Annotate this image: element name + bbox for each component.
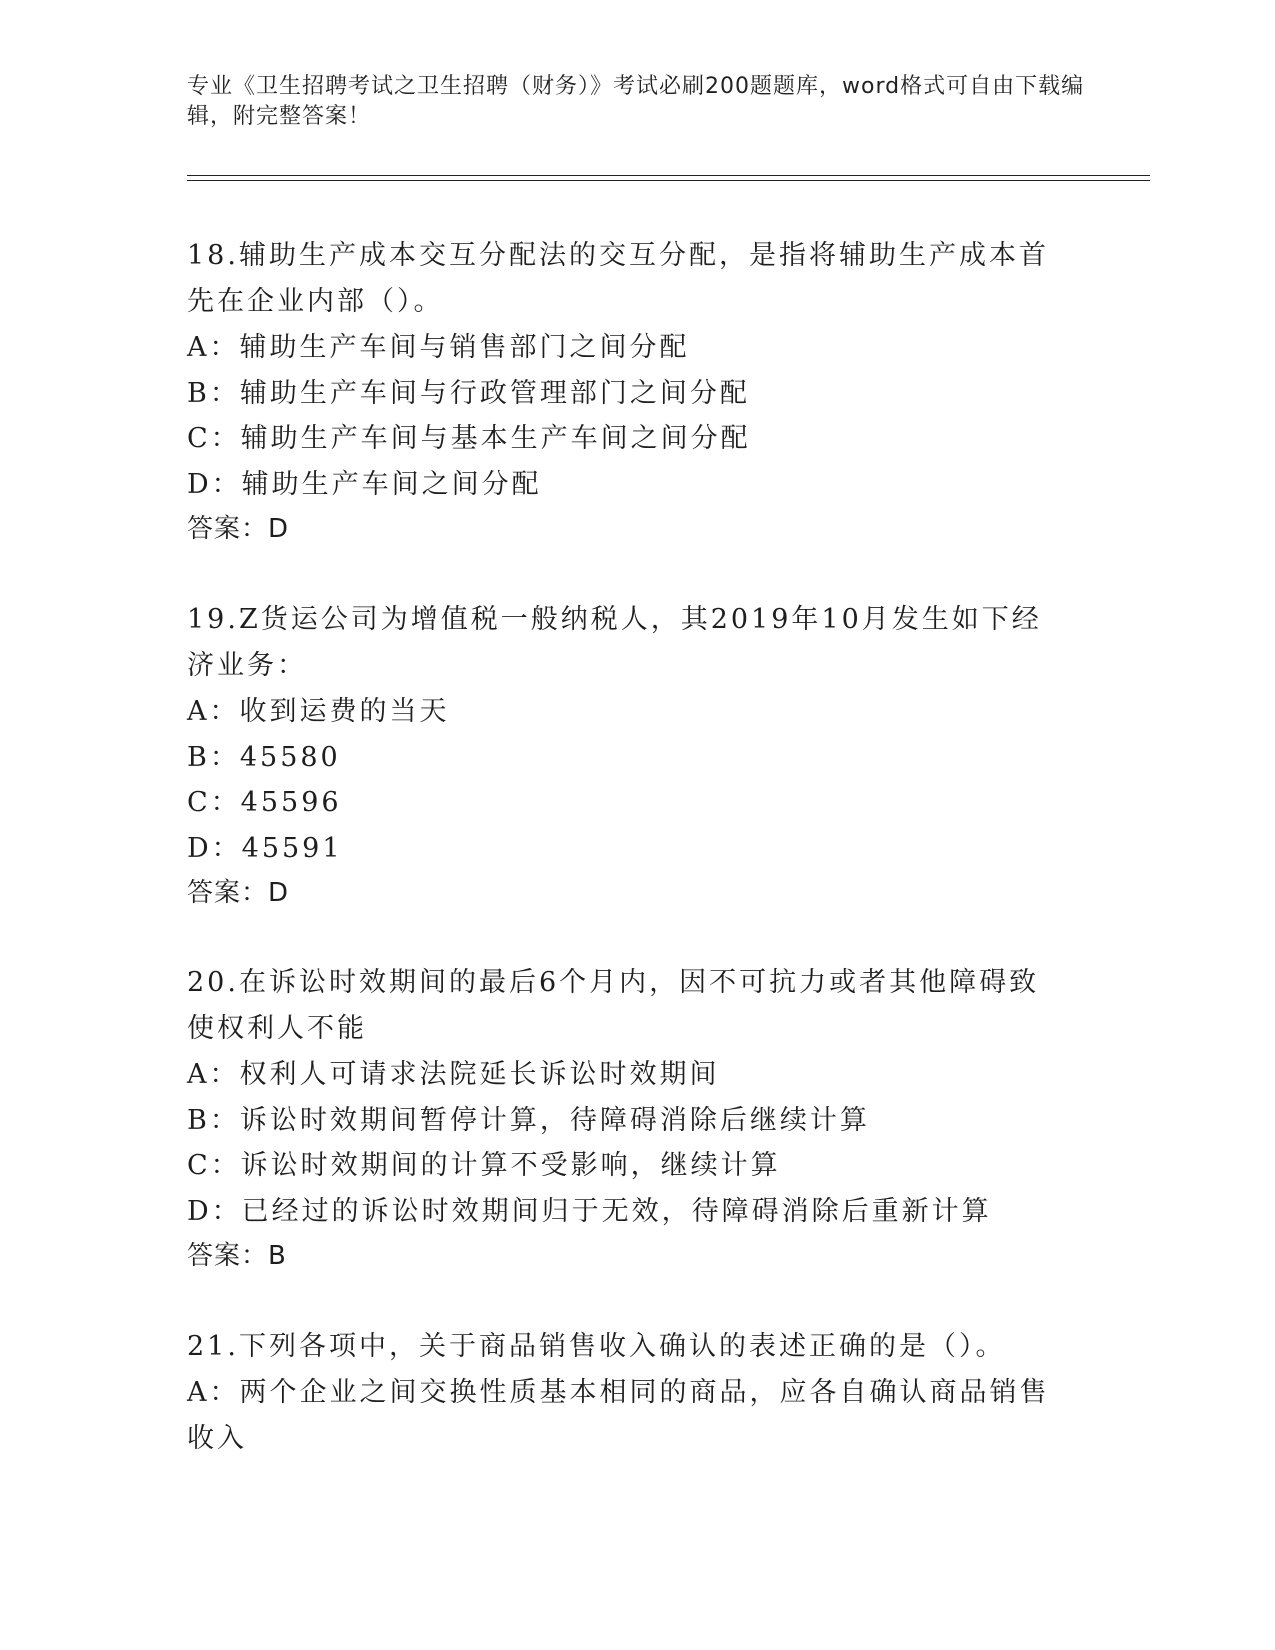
option-c: C：45596 [187, 787, 342, 818]
question-stem: 19.Z货运公司为增值税一般纳税人，其2019年10月发生如下经济业务： [187, 604, 1042, 681]
question-stem: 20.在诉讼时效期间的最后6个月内，因不可抗力或者其他障碍致使权利人不能 [187, 967, 1040, 1044]
option-d: D：辅助生产车间之间分配 [187, 468, 542, 500]
question-21 [187, 1324, 1067, 1461]
option-c: C：辅助生产车间与基本生产车间之间分配 [187, 423, 751, 454]
option-d: D：45591 [187, 832, 343, 864]
question-stem: 18.辅助生产成本交互分配法的交互分配，是指将辅助生产成本首先在企业内部（）。 [187, 240, 1049, 317]
option-b: B：45580 [187, 741, 341, 773]
question-18 [187, 233, 1067, 552]
question-stem: 21.下列各项中，关于商品销售收入确认的表述正确的是（）。 [187, 1331, 1006, 1362]
option-a: A：收到运费的当天 [187, 696, 450, 727]
answer-line: 答案：B [187, 1241, 287, 1271]
option-a: A：两个企业之间交换性质基本相同的商品，应各自确认商品销售收入 [187, 1377, 1050, 1454]
option-a: A：权利人可请求法院延长诉讼时效期间 [187, 1059, 720, 1090]
header-divider-top [187, 175, 1150, 176]
option-c: C：诉讼时效期间的计算不受影响，继续计算 [187, 1150, 781, 1181]
option-b: B：辅助生产车间与行政管理部门之间分配 [187, 377, 750, 409]
answer-line: 答案：D [187, 514, 290, 544]
answer-line: 答案：D [187, 878, 290, 908]
option-d: D：已经过的诉讼时效期间归于无效，待障碍消除后重新计算 [187, 1195, 992, 1227]
option-b: B：诉讼时效期间暂停计算，待障碍消除后继续计算 [187, 1104, 870, 1136]
header-divider-bottom [187, 180, 1150, 181]
question-19 [187, 597, 1067, 916]
document-intro: 专业《卫生招聘考试之卫生招聘（财务）》考试必刷200题题库，word格式可自由下载编辑，附完整答案！ [187, 74, 1085, 129]
option-a: A：辅助生产车间与销售部门之间分配 [187, 332, 690, 363]
question-20 [187, 960, 1067, 1279]
